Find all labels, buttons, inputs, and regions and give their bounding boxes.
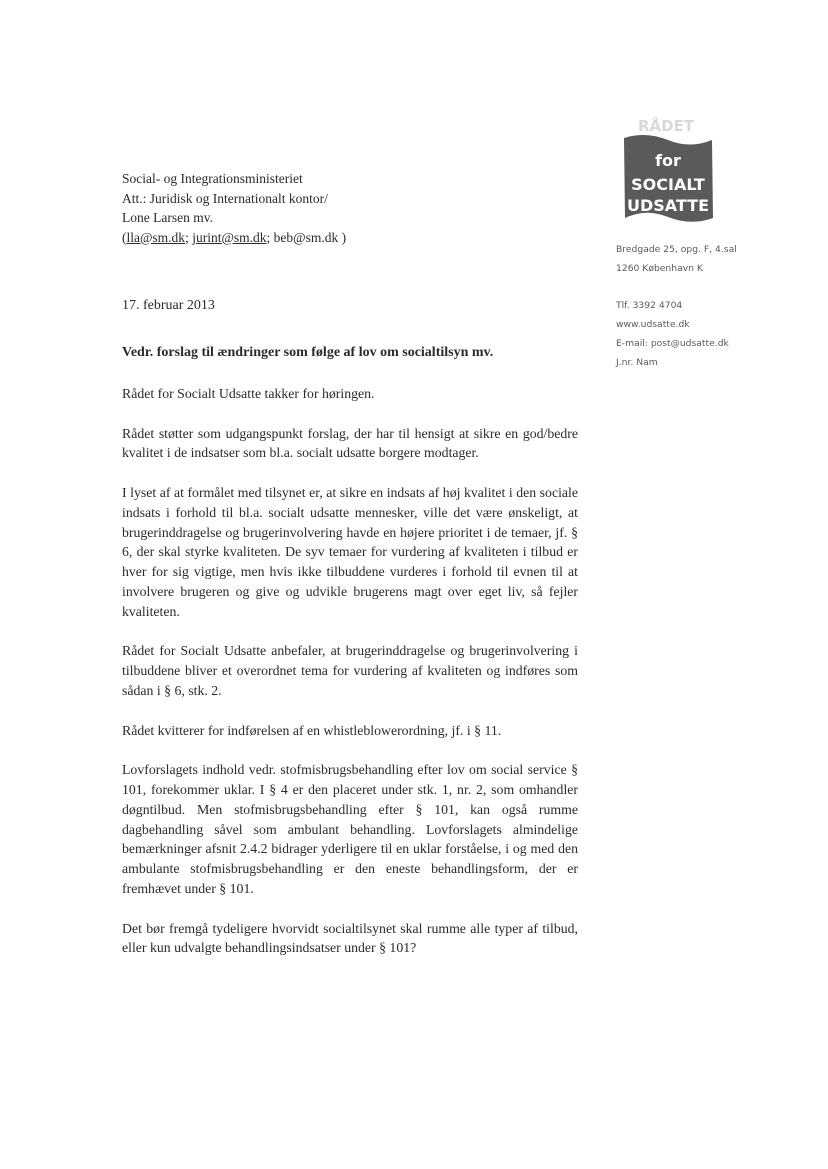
letter-body — [122, 384, 578, 978]
email-link-lla[interactable]: lla@sm.dk — [126, 229, 186, 245]
sender-phone: Tlf. 3392 4704 — [616, 300, 683, 311]
paragraph: Lovforslagets indhold vedr. stofmisbrugsbehandling efter lov om social service § 101, forekommer uklar. I § 4 er den placeret under stk. 1, nr. 2, som omhandler døgntilbud. Men stofmisbrugsbehandling efter § 101, kan også rumme dagbehandling såvel som ambulant behandling. Lovforslagets almindelige bemærkninger afsnit 2.4.2 bidrager yderligere til en uklar forståelse, i og med den ambulante stofmisbrugsbehandling er den eneste behandlingsform, der er fremhævet under § 101. — [122, 762, 578, 896]
letter-subject: Vedr. forslag til ændringer som følge af lov om socialtilsyn mv. — [122, 345, 494, 360]
logo-top-text: RÅDET — [637, 117, 695, 135]
email-paren: ( — [122, 229, 127, 245]
sender-reference: J.nr. Nam — [616, 357, 658, 368]
sender-email[interactable]: E-mail: post@udsatte.dk — [616, 338, 729, 349]
paragraph: Rådet for Socialt Udsatte anbefaler, at brugerinddragelse og brugerinvolvering i tilbuddene bliver et overordnet tema for vurdering af kvaliteten og indføres som sådan i § 6, stk. 2. — [122, 643, 578, 698]
paragraph: Det bør fremgå tydeligere hvorvidt socialtilsynet skal rumme alle typer af tilbud, eller kun udvalgte behandlingsindsatser under § 101? — [122, 920, 578, 956]
recipient-block — [122, 169, 452, 247]
sender-address-street: Bredgade 25, opg. F, 4.sal — [616, 244, 737, 255]
sender-info — [616, 240, 786, 372]
sender-website[interactable]: www.udsatte.dk — [616, 319, 690, 330]
letter-date: 17. februar 2013 — [122, 298, 215, 313]
email-separator: ; — [266, 229, 274, 245]
paragraph: Rådet for Socialt Udsatte takker for høringen. — [122, 386, 375, 401]
paragraph: Rådet støtter som udgangspunkt forslag, der har til hensigt at sikre en god/bedre kvalitet i de indsatser som bl.a. socialt udsatte borgere modtager. — [122, 425, 578, 461]
paragraph: I lyset af at formålet med tilsynet er, at sikre en indsats af høj kvalitet i den sociale indsats i forhold til bl.a. socialt udsatte mennesker, ville det være ønskeligt, at brugerinddragelse og brugerinvolvering havde en højere prioritet i de temaer, jf. § 6, der skal styrke kvaliteten. De syv temaer for vurdering af kvaliteten i tilbud er hver for sig vigtige, men hvis ikke tilbuddene vurderes i forhold til evnen til at involvere brugeren og give og udvikle brugerens magt over eget liv, så fejler kvaliteten. — [122, 484, 578, 619]
sender-spacer — [616, 278, 786, 296]
logo-line2-text: UDSATTE — [626, 196, 710, 215]
recipient-office: Att.: Juridisk og Internationalt kontor/ — [122, 190, 328, 206]
logo-for-text: for — [655, 151, 681, 170]
logo-line1-text: SOCIALT — [631, 175, 705, 194]
council-logo — [616, 114, 716, 230]
recipient-emails — [122, 228, 452, 248]
recipient-ministry: Social- og Integrationsministeriet — [122, 171, 303, 186]
email-beb: beb@sm.dk ) — [273, 229, 347, 245]
email-link-jurint[interactable]: jurint@sm.dk — [192, 229, 267, 245]
email-separator: ; — [185, 229, 193, 245]
flag-logo-graphic — [616, 114, 716, 230]
paragraph: Rådet kvitterer for indførelsen af en whistleblowerordning, jf. i § 11. — [122, 722, 502, 738]
recipient-person: Lone Larsen mv. — [122, 210, 213, 225]
sender-address-city: 1260 København K — [616, 263, 703, 274]
